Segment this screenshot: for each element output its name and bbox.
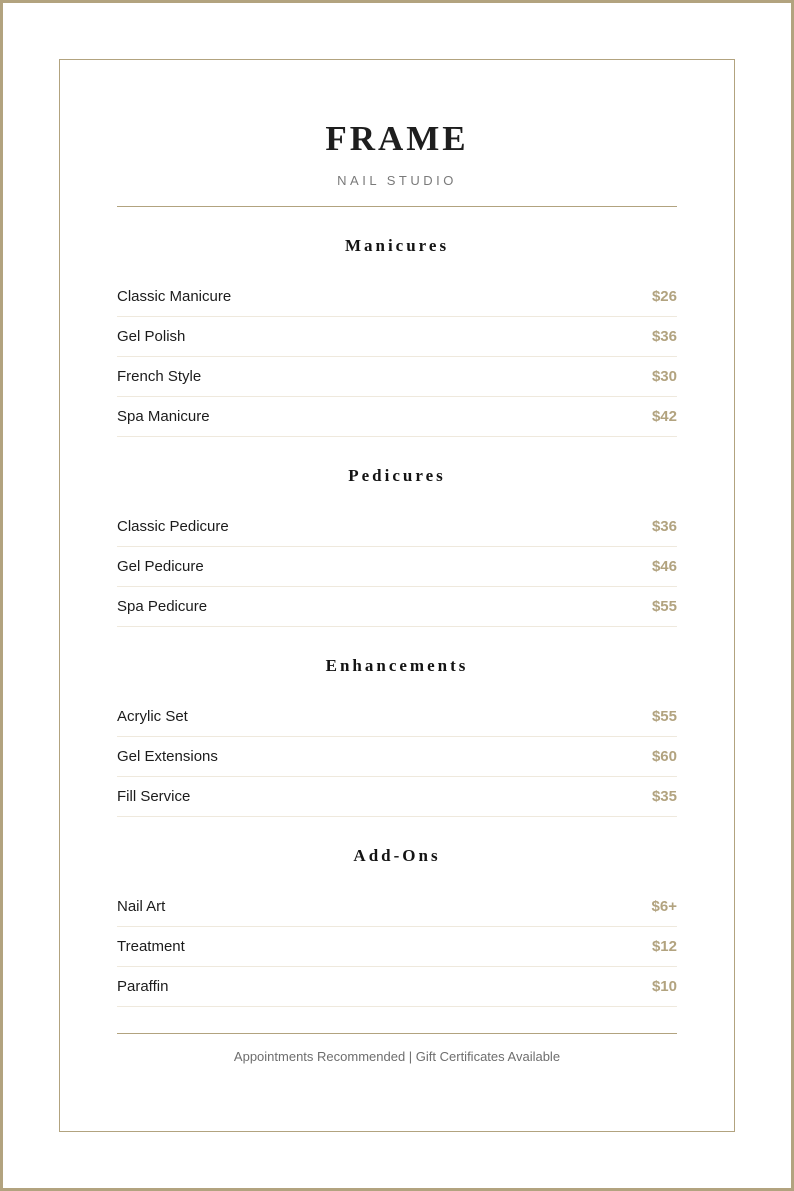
menu-section [117, 845, 677, 1007]
menu-content [60, 60, 734, 1066]
menu-item-row [117, 737, 677, 777]
menu-header [117, 118, 677, 207]
menu-item-row [117, 397, 677, 437]
menu-item-price: $55 [651, 598, 677, 615]
section-items [117, 887, 677, 1007]
section-heading: Manicures [344, 236, 450, 255]
menu-item-row [117, 887, 677, 927]
section-items [117, 277, 677, 437]
menu-item-name: Classic Pedicure [117, 518, 229, 535]
menu-item-name: Classic Manicure [117, 288, 232, 305]
section-heading: Enhancements [325, 656, 469, 675]
menu-footer [117, 1033, 677, 1066]
menu-item-price: $35 [651, 788, 677, 805]
section-heading: Pedicures [348, 466, 446, 485]
menu-item-row [117, 547, 677, 587]
header-rule [117, 206, 677, 207]
menu-item-row [117, 357, 677, 397]
menu-item-price: $60 [651, 748, 677, 765]
menu-item-name: Gel Extensions [117, 748, 218, 765]
menu-item-row [117, 587, 677, 627]
brand-subtitle: NAIL STUDIO [337, 173, 457, 188]
menu-item-name: Gel Pedicure [117, 558, 204, 575]
menu-section [117, 655, 677, 817]
menu-item-price: $10 [651, 978, 677, 995]
menu-item-row [117, 927, 677, 967]
footer-rule [117, 1033, 677, 1034]
menu-item-name: Paraffin [117, 978, 169, 995]
menu-item-price: $26 [651, 288, 677, 305]
menu-item-row [117, 697, 677, 737]
menu-item-row [117, 777, 677, 817]
menu-item-price: $36 [651, 518, 677, 535]
menu-item-price: $6+ [651, 898, 677, 915]
section-items [117, 697, 677, 817]
section-items [117, 507, 677, 627]
footer-note: Appointments Recommended | Gift Certificates Available [233, 1049, 561, 1064]
menu-item-price: $46 [651, 558, 677, 575]
menu-item-name: Spa Manicure [117, 408, 210, 425]
menu-item-name: Nail Art [117, 898, 166, 915]
menu-item-row [117, 317, 677, 357]
menu-item-price: $36 [651, 328, 677, 345]
menu-item-row [117, 507, 677, 547]
menu-item-name: Spa Pedicure [117, 598, 208, 615]
menu-item-row [117, 277, 677, 317]
menu-section [117, 465, 677, 627]
decorative-inner-frame [59, 59, 735, 1132]
menu-item-name: Fill Service [117, 788, 191, 805]
menu-item-name: Treatment [117, 938, 185, 955]
menu-item-name: Acrylic Set [117, 708, 188, 725]
menu-sections [117, 235, 677, 1007]
menu-item-price: $12 [651, 938, 677, 955]
menu-section [117, 235, 677, 437]
menu-item-row [117, 967, 677, 1007]
menu-item-price: $55 [651, 708, 677, 725]
menu-item-price: $42 [651, 408, 677, 425]
section-heading: Add-Ons [353, 846, 441, 865]
brand-title: FRAME [325, 119, 469, 158]
menu-item-price: $30 [651, 368, 677, 385]
menu-item-name: Gel Polish [117, 328, 186, 345]
menu-item-name: French Style [117, 368, 202, 385]
